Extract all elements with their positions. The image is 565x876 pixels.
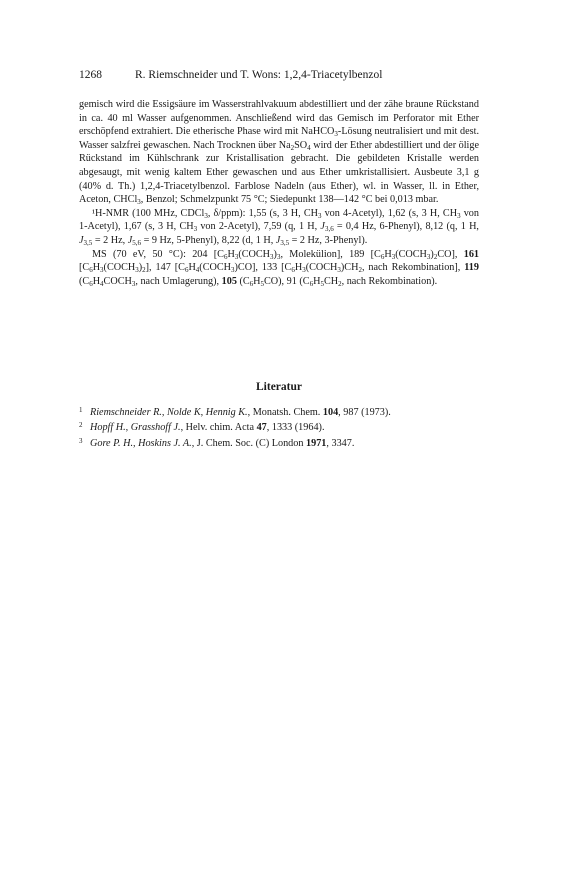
reference-text: Hopff H., Grasshoff J., Helv. chim. Acta 47, 1333 (1964). xyxy=(90,422,325,434)
page-number: 1268 xyxy=(79,69,102,81)
reference-text: Riemschneider R., Nolde K, Hennig K., Monatsh. Chem. 104, 987 (1973). xyxy=(90,407,391,418)
paragraph-experimental: gemisch wird die Essigsäure im Wasserstrahlvakuum abdestilliert und der zähe braune Rückstand in ca. 40 ml Wasser aufgenommen. Anschließend wird das Gemisch im Perforator mit Ether erschöpfend extrahiert. Die etherische Phase wird mit NaHCO$_3$-Lösung neutralisiert und mit dest. Wasser salzfrei gewaschen. Nach Trocknen über $Na_2SO_4$ wird der Ether abdestilliert und der ölige Rückstand im Kühlschrank zur Kristallisation gebracht. Die gebildeten Kristalle werden abgesaugt, mit wenig kaltem Ether gewaschen und aus Ether umkristallisiert. Ausbeute 3,1 g (40% d. Th.) 1,2,4-Triacetylbenzol. Farblose Nadeln (aus Ether), wl. in Wasser, ll. in Ether, Aceton, CHCl$_3$, Benzol; Schmelzpunkt 75 °C; Siedepunkt 138—142 °C bei 0,013 mbar. xyxy=(79,99,480,207)
reference-item xyxy=(79,419,479,434)
paragraph-nmr: ¹H-NMR (100 MHz, CDCl$_3$, δ/ppm): 1,55 (s, 3 H, $CH_3$ von 4-Acetyl), 1,62 (s, 3 H, $CH_3$ von 1-Acetyl), 1,67 (s, 3 H, $CH_3$ von 2-Acetyl), 7,59 (q, 1 H, $J_{3,6} = 0,4$ Hz, 6-Phenyl), 8,12 (q, 1 H, $J_{3,5} = 2$ Hz, $J_{5,6} = 9$ Hz, 5-Phenyl), 8,22 (d, 1 H, $J_{3,5} = 2$ Hz, 3-Phenyl). xyxy=(79,207,479,247)
reference-number: 3 xyxy=(79,436,83,445)
paragraph-ms: MS (70 eV, 50 °C): 204 [$C_6H_3(COCH_3)_3$, Molekülion], 189 $[C_6H_3(COCH_3)_2CO]$, 161 $[C_6H_3(COCH_3)_2]$, 147 $[C_6H_4(COCH_3)CO]$, 133 [$C_6H_3(COCH_3)CH_2$, nach Rekombination], 119 ($C_6H_4COCH_3$, nach Umlagerung), 105 $(C_6H_5CO)$, 91 ($C_6H_5CH_2$, nach Rekombination). xyxy=(79,248,480,288)
reference-number: 2 xyxy=(79,421,83,430)
body-text xyxy=(79,98,479,288)
reference-list xyxy=(79,404,479,450)
reference-item xyxy=(79,404,479,419)
running-header xyxy=(79,69,382,81)
literature-heading: Literatur xyxy=(256,381,302,393)
reference-item xyxy=(79,435,479,450)
reference-number: 1 xyxy=(79,406,83,414)
running-title: R. Riemschneider und T. Wons: 1,2,4-Triacetylbenzol xyxy=(135,69,383,81)
reference-text: Gore P. H., Hoskins J. A., J. Chem. Soc. (C) London 1971, 3347. xyxy=(90,437,355,449)
